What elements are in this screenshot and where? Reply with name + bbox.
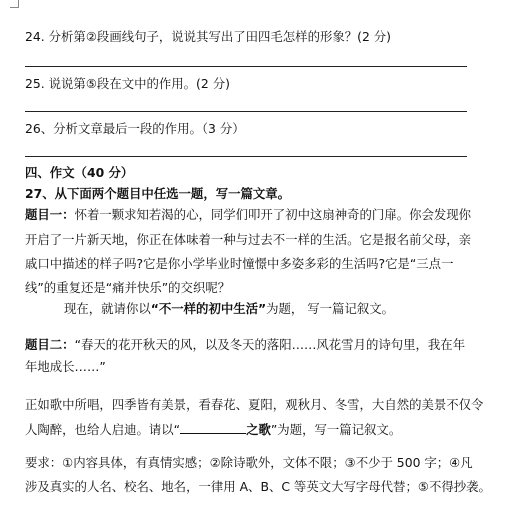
topic1-essay-title: “不一样的初中生活”: [150, 301, 267, 316]
question-25: 25. 说说第⑤段在文中的作用。(2 分): [25, 76, 230, 91]
question-26: 26、分析文章最后一段的作用。（3 分）: [25, 121, 245, 136]
topic1-prompt-suffix: 为题， 写一篇记叙文。: [266, 301, 395, 316]
requirements-line1: 要求：①内容具体，有真情实感；②除诗歌外，文体不限；③不少于 500 字；④凡: [25, 455, 473, 470]
topic2-text1: “春天的花开秋天的风，以及冬天的落阳……风花雪月的诗句里，我在年: [74, 337, 466, 352]
essay-section-title: 四、作文（40 分）: [25, 165, 134, 180]
topic2-line4: [25, 421, 401, 438]
question-24: 24. 分析第②段画线句子，说说其写出了田四毛怎样的形象？(2 分): [25, 29, 392, 44]
topic2-label: 题目二：: [25, 337, 75, 352]
topic1-line1: [25, 207, 471, 223]
answer-line-24: [25, 66, 467, 67]
topic1-line3: 戚口中描述的样子吗?它是你小学毕业时憧憬中多姿多彩的生活吗?它是“三点一: [25, 256, 454, 271]
question-27: 27、从下面两个题目中任选一题，写一篇文章。: [25, 186, 291, 201]
page-corner-mark: [10, 0, 19, 8]
title-blank: [180, 421, 246, 434]
topic2-prompt-suffix: ”为题，写一篇记叙文。: [270, 422, 402, 437]
topic1-line4: 线”的重复还是“痛并快乐”的交织呢？: [25, 280, 231, 295]
topic2-song-word: 之歌: [246, 422, 271, 437]
topic1-prompt-prefix: 现在，就请你以: [64, 301, 151, 316]
answer-line-26: [25, 156, 467, 157]
topic1-line2: 开启了一片新天地，你正在体味着一种与过去不一样的生活。它是报名前父母，亲: [25, 232, 472, 247]
topic1-text1: 怀着一颗求知若渴的心，同学们叩开了初中这扇神奇的门扉。你会发现你: [74, 207, 472, 222]
topic2-prompt-prefix: 人陶醉，也给人启迪。请以“: [25, 422, 181, 437]
topic2-line3: 正如歌中所唱，四季皆有美景，看春花、夏阳，观秋月、冬雪，大自然的美景不仅令: [25, 397, 484, 412]
answer-line-25: [25, 111, 467, 112]
topic2-line2: 年地成长……”: [25, 359, 106, 374]
topic1-line5: [64, 301, 394, 317]
requirements-line2: 涉及真实的人名、校名、地名，一律用 A、B、C 等英文大写字母代替；⑤不得抄袭。: [25, 479, 491, 494]
topic2-line1: [25, 337, 465, 353]
topic1-label: 题目一：: [25, 207, 75, 222]
